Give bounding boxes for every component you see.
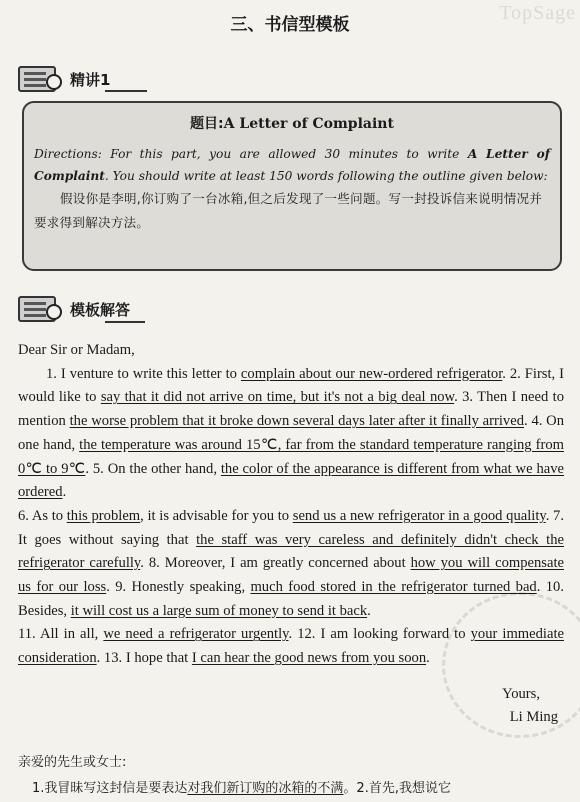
tag-underline <box>105 90 147 92</box>
section-title: 三、书信型模板 <box>230 15 350 35</box>
answer-tag <box>18 296 130 322</box>
letter-paragraph-1 <box>18 363 564 505</box>
letter-body <box>18 339 564 671</box>
underlined-phrase: we need a refrigerator urgently <box>103 626 289 643</box>
answer-tag-label: 模板解答 <box>70 300 131 319</box>
directions <box>34 143 550 187</box>
letter-text: . 5. On the other hand, <box>85 460 221 477</box>
underlined-phrase: send us a new refrigerator in a good quality <box>292 507 546 524</box>
prompt-title <box>34 113 550 133</box>
directions-text: Directions: For this part, you are allowed 30 minutes to write <box>34 147 468 161</box>
letter-text: . 12. I am looking forward to <box>288 626 471 643</box>
underlined-phrase: the temperature was around 15℃, far from the standard temperature ranging from 0℃ to 9℃ <box>18 436 564 477</box>
translation-text-end: 。2.首先,我想说它 <box>343 781 451 796</box>
letter-signature-name: Li Ming <box>509 709 558 725</box>
letter-text: , it is advisable for you to <box>140 507 293 524</box>
underlined-phrase: your immediate consideration <box>18 626 564 667</box>
letter-text: . <box>62 484 67 501</box>
translation-salutation: 亲爱的先生或女士: <box>18 755 127 770</box>
letter-text: . <box>367 602 371 619</box>
letter-text: . 4. On one hand, <box>18 413 565 453</box>
underlined-phrase: how you will compensate us for our loss <box>18 555 564 596</box>
prompt-title-prefix: 题目: <box>190 116 224 132</box>
underlined-phrase: the worse problem that it broke down several days later after it finally arrived <box>69 413 525 430</box>
lecture-tag-label: 精讲1 <box>70 70 111 89</box>
letter-text: 11. All in all, <box>18 626 104 643</box>
underlined-phrase: I can hear the good news from you soon <box>191 650 427 667</box>
letter-text: . 2. First, I would like to <box>18 365 564 406</box>
letter-paragraph-2 <box>18 505 564 624</box>
task-description: 假设你是李明,你订购了一台冰箱,但之后发现了一些问题。写一封投诉信来说明情况并要求得到解决方法。 <box>34 191 543 230</box>
directions-bold: A Letter of Complaint <box>34 147 550 183</box>
letter-text: 6. As to <box>18 507 67 524</box>
letter-text: . 7. It goes without saying that <box>18 507 565 548</box>
letter-salutation: Dear Sir or Madam, <box>18 342 135 358</box>
translation-line-1 <box>18 776 564 802</box>
prompt-title-text: A Letter of Complaint <box>223 116 394 132</box>
letter-text: . 10. Besides, <box>18 579 564 619</box>
translation-text: 1.我冒昧写这封信是要表达 <box>32 781 188 796</box>
letter-text: . 8. Moreover, I am greatly concerned about <box>140 555 411 572</box>
underlined-phrase: complain about our new-ordered refrigerator <box>240 365 503 382</box>
translation-underlined: 对我们新订购的冰箱的不满 <box>187 781 344 796</box>
underlined-phrase: it will cost us a large sum of money to send it back <box>70 602 368 619</box>
translation-block <box>18 750 564 802</box>
tag-underline <box>105 321 145 323</box>
letter-text: . 13. I hope that <box>96 650 192 667</box>
underlined-phrase: the color of the appearance is different from what we have ordered <box>18 460 564 501</box>
document-icon <box>18 296 56 322</box>
watermark: TopSage <box>499 2 576 24</box>
underlined-phrase: the staff was very careless and definitely didn't check the refrigerator carefully <box>18 531 564 572</box>
letter-text: 1. I venture to write this letter to <box>46 365 241 382</box>
underlined-phrase: say that it did not arrive on time, but it's not a big deal now <box>100 389 455 406</box>
directions-text-end: . You should write at least 150 words following the outline given below: <box>104 169 548 183</box>
prompt-box <box>22 101 562 271</box>
underlined-phrase: much food stored in the refrigerator turned bad <box>250 579 537 596</box>
letter-text: . 3. Then I need to mention <box>18 389 564 430</box>
magnifier-icon <box>18 66 56 92</box>
underlined-phrase: this problem <box>66 507 141 524</box>
letter-paragraph-3 <box>18 623 564 670</box>
letter-text: . <box>426 650 430 667</box>
lecture-tag <box>18 66 110 92</box>
letter-closing: Yours, <box>502 686 540 702</box>
letter-text: . 9. Honestly speaking, <box>106 579 251 596</box>
